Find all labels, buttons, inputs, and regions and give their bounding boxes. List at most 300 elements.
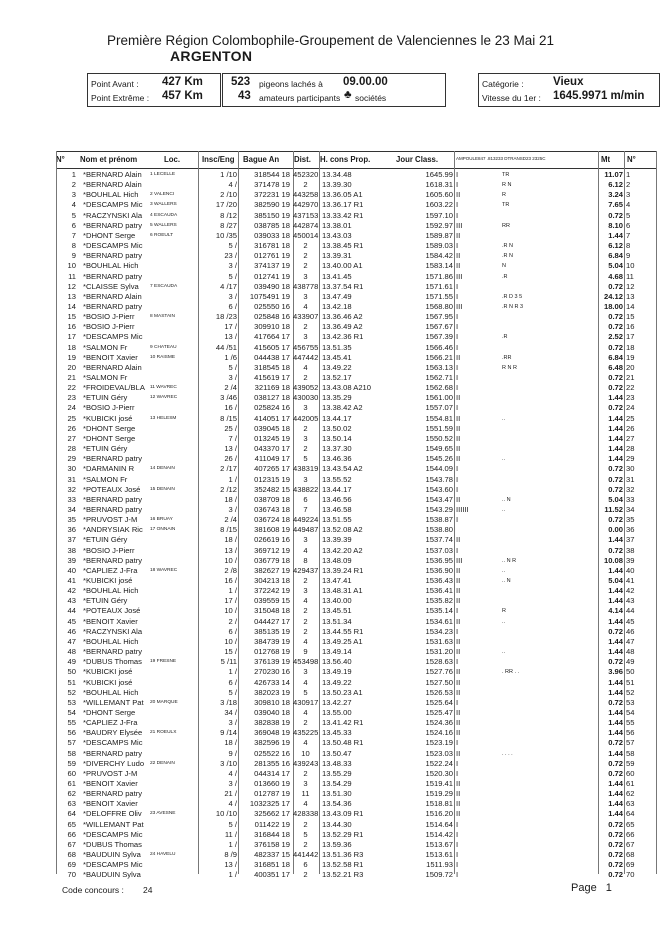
cell-dist: 449487 — [293, 525, 319, 535]
cell-mt: 0.72 — [608, 312, 623, 322]
cell-dist: 442970 — [293, 200, 319, 210]
cell-jour: 1545.26 — [425, 454, 453, 464]
cell-mt: 5.04 — [608, 576, 623, 585]
page-indicator — [571, 882, 612, 894]
cell-hcons: 13.46.36 — [322, 454, 352, 464]
cell-dist: 453498 — [293, 657, 319, 667]
cell-hcons: 13.45.51 — [322, 606, 352, 616]
cell-class: I — [456, 373, 459, 382]
table-row — [0, 830, 661, 841]
table-row — [0, 688, 661, 699]
table-row — [0, 809, 661, 820]
cell-insc: 9 / — [228, 748, 237, 758]
cell-hcons: 13.54.36 — [322, 799, 352, 809]
cell-loc: 3 WALLERS — [150, 202, 177, 208]
table-row — [0, 444, 661, 455]
cell-dist: 3 — [303, 433, 308, 443]
cell-insc: 10 / — [224, 606, 237, 616]
cell-loc: 12 WAVREC — [150, 395, 178, 401]
cell-name: *BOSIO J-Pierr — [83, 545, 135, 555]
cell-mt: 0.72 — [608, 403, 623, 413]
cell-jour: 1513.61 — [425, 850, 453, 860]
cell-jour: 1524.16 — [425, 728, 453, 738]
cell-bague: 376158 19 — [254, 839, 290, 849]
cell-jour: 1509.72 — [425, 870, 453, 880]
table-row — [0, 272, 661, 283]
cell-no: 23 — [67, 393, 76, 403]
cell-name: *DHONT Serge — [83, 707, 136, 717]
cell-dist: 3 — [303, 474, 308, 484]
cell-mt: 0.72 — [608, 697, 623, 707]
cell-jour: 1543.60 — [425, 484, 453, 494]
cell-dist: 3 — [303, 586, 308, 596]
cell-no2: 61 — [626, 779, 635, 788]
cell-codes: .. N R — [502, 557, 517, 564]
pigeons-count: 523 — [231, 76, 251, 88]
cell-class: II — [456, 748, 461, 758]
cell-jour: 1597.10 — [425, 210, 453, 220]
cell-mt: 0.72 — [608, 515, 623, 525]
cell-no2: 16 — [626, 322, 635, 332]
cell-name: *DIVERCHY Ludo — [83, 758, 145, 768]
cell-name: *BERNARD patry — [83, 494, 143, 504]
cell-bague: 013245 19 — [254, 433, 290, 443]
cell-no2: 57 — [626, 738, 635, 748]
cell-no: 17 — [67, 332, 76, 342]
cell-mt: 3.24 — [608, 190, 623, 200]
cell-no: 48 — [67, 647, 76, 657]
cell-dist: 452320 — [293, 170, 319, 179]
cell-name: *BENOIT Xavier — [83, 779, 138, 788]
cell-dist: 442874 — [293, 220, 319, 230]
cell-mt: 11.52 — [604, 504, 623, 514]
cell-no: 44 — [67, 606, 76, 616]
table-row — [0, 485, 661, 496]
cell-hcons: 13.52.29 R1 — [322, 829, 364, 839]
cell-jour: 1527.76 — [425, 667, 453, 677]
cell-no2: 27 — [626, 433, 635, 443]
cell-insc: 1 /6 — [224, 352, 237, 362]
table-row — [0, 678, 661, 689]
cell-mt: 0.72 — [608, 738, 623, 748]
cell-insc: 8 /12 — [220, 210, 237, 220]
cell-mt: 1.44 — [608, 728, 623, 738]
cell-jour: 1518.81 — [425, 799, 453, 809]
cell-hcons: 13.43.54 A2 — [322, 464, 363, 474]
cell-insc: 3 / — [228, 373, 237, 382]
cell-no: 63 — [67, 799, 76, 809]
cell-hcons: 13.46.56 — [322, 494, 352, 504]
cell-mt: 1.44 — [608, 687, 623, 697]
distance-box — [87, 73, 221, 107]
societes-icon: ♣ — [344, 89, 352, 101]
cell-name: *BERNARD patry — [83, 454, 143, 464]
category-value: Vieux — [553, 76, 584, 88]
cell-jour: 1605.60 — [425, 190, 453, 200]
cell-mt: 1.44 — [608, 748, 623, 758]
cell-name: *BOUHLAL Hich — [83, 586, 139, 596]
cell-no: 46 — [67, 626, 76, 636]
cell-name: *ETUIN Géry — [83, 535, 128, 545]
cell-class: II — [456, 444, 461, 454]
cell-hcons: 13.51.55 — [322, 515, 352, 525]
cell-name: *ANDRYSIAK Ric — [83, 525, 143, 535]
cell-class: II — [456, 687, 461, 697]
cell-no: 9 — [71, 251, 76, 261]
cell-bague: 426733 14 — [254, 677, 290, 687]
cell-insc: 26 / — [224, 454, 237, 464]
cell-jour: 1566.21 — [425, 352, 453, 362]
cell-no2: 24 — [626, 403, 635, 413]
cell-hcons: 13.52.08 A2 — [322, 525, 363, 535]
cell-loc: 22 DENAIN — [150, 760, 175, 766]
cell-mt: 11.07 — [604, 170, 623, 179]
cell-class: I — [456, 626, 459, 636]
cell-insc: 10 /35 — [215, 230, 237, 240]
col-jour: Jour Class. — [396, 155, 439, 164]
cell-codes: .R D 3 5 — [502, 293, 523, 300]
cell-no: 19 — [67, 352, 76, 362]
cell-mt: 5.04 — [608, 261, 623, 271]
cell-codes: R N — [502, 182, 512, 189]
cell-jour: 1592.97 — [425, 220, 453, 230]
cell-class: I — [456, 332, 459, 342]
point-extreme-value: 457 Km — [162, 90, 203, 102]
cell-hcons: 13.40.00 A1 — [322, 261, 363, 271]
cell-jour: 1513.67 — [425, 839, 453, 849]
cell-no: 21 — [67, 373, 76, 382]
cell-class: I — [456, 464, 459, 474]
cell-mt: 1.44 — [608, 433, 623, 443]
table-row — [0, 353, 661, 364]
cell-hcons: 13.50.47 — [322, 748, 352, 758]
cell-name: *SALMON Fr — [83, 474, 128, 484]
cell-no2: 65 — [626, 819, 635, 829]
cell-no: 59 — [67, 758, 76, 768]
table-row — [0, 566, 661, 577]
cell-hcons: 13.50.02 — [322, 423, 352, 433]
cell-jour: 1561.00 — [425, 393, 453, 403]
cell-name: *POTEAUX José — [83, 606, 141, 616]
cell-no2: 15 — [626, 312, 635, 322]
cell-jour: 1511.93 — [426, 860, 453, 870]
cell-hcons: 13.40.00 — [322, 596, 352, 606]
cell-mt: 1.44 — [608, 616, 623, 626]
cell-jour: 1537.74 — [425, 535, 453, 545]
cell-hcons: 13.43.09 R1 — [322, 809, 364, 819]
cell-no: 69 — [67, 860, 76, 870]
cell-class: II — [456, 647, 461, 657]
cell-no2: 35 — [626, 515, 635, 525]
cell-jour: 1563.13 — [425, 362, 453, 372]
cell-jour: 1551.59 — [425, 423, 453, 433]
cell-no2: 32 — [626, 484, 635, 494]
table-row — [0, 769, 661, 780]
cell-no: 33 — [67, 494, 76, 504]
cell-hcons: 13.52.58 R1 — [322, 860, 364, 870]
cell-dist: 7 — [303, 504, 308, 514]
cell-hcons: 13.50.23 A1 — [322, 687, 363, 697]
cell-name: *BENOIT Xavier — [83, 616, 138, 626]
cell-mt: 6.12 — [608, 241, 623, 251]
cell-hcons: 13.52.17 — [322, 373, 352, 382]
table-row — [0, 718, 661, 729]
cell-name: *DUBUS Thomas — [83, 657, 142, 667]
cell-insc: 13 / — [224, 444, 237, 454]
cell-insc: 5 /11 — [220, 657, 237, 667]
cell-class: II — [456, 616, 461, 626]
cell-mt: 8.10 — [608, 220, 623, 230]
cell-jour: 1531.20 — [425, 647, 453, 657]
cell-insc: 4 /17 — [220, 281, 237, 291]
cell-bague: 372231 19 — [254, 190, 290, 200]
cell-bague: 382838 19 — [254, 718, 290, 728]
cell-hcons: 13.42.20 A2 — [322, 545, 363, 555]
cell-mt: 1.44 — [608, 647, 623, 657]
cell-dist: 443258 — [293, 190, 319, 200]
cell-jour: 1645.99 — [425, 170, 453, 179]
col-hcons: H. cons Prop. — [320, 155, 371, 164]
table-row — [0, 495, 661, 506]
table-row — [0, 546, 661, 557]
cell-name: *BERNARD patry — [83, 271, 143, 281]
cell-mt: 1.44 — [608, 423, 623, 433]
cell-class: I — [456, 515, 459, 525]
cell-mt: 24.12 — [603, 291, 623, 301]
cell-no2: 44 — [626, 606, 635, 616]
cell-insc: 18 / — [224, 535, 237, 545]
cell-no: 43 — [67, 596, 76, 606]
cell-class: I — [456, 738, 459, 748]
cell-insc: 6 / — [228, 626, 237, 636]
cell-dist: 433907 — [293, 312, 319, 322]
cell-hcons: 13.41.42 R1 — [322, 718, 364, 728]
cell-bague: 039033 18 — [254, 230, 290, 240]
cell-name: *BAUDUIN Sylva — [83, 870, 141, 880]
cell-jour: 1519.29 — [425, 789, 453, 799]
cell-mt: 6.84 — [608, 352, 623, 362]
cell-jour: 1571.55 — [425, 291, 453, 301]
cell-insc: 8 /15 — [220, 413, 237, 423]
cell-bague: 013660 19 — [254, 779, 290, 788]
cell-mt: 0.72 — [608, 870, 623, 880]
cell-bague: 315048 18 — [254, 606, 290, 616]
cell-name: *CAPLIEZ J-Fra — [83, 718, 138, 728]
cell-no2: 19 — [626, 352, 635, 362]
cell-dist: 4 — [303, 738, 308, 748]
cell-name: *BENOIT Xavier — [83, 799, 138, 809]
cell-mt: 0.72 — [608, 210, 623, 220]
cell-no2: 39 — [626, 555, 635, 565]
cell-codes: .. — [502, 649, 506, 656]
cell-class: I — [456, 819, 459, 829]
cell-class: II — [456, 779, 461, 788]
cell-insc: 10 / — [224, 555, 237, 565]
cell-insc: 3 /18 — [220, 697, 237, 707]
cell-no: 56 — [67, 728, 76, 738]
cell-mt: 1.44 — [608, 779, 623, 788]
table-row — [0, 282, 661, 293]
cell-jour: 1557.07 — [425, 403, 453, 413]
table-row — [0, 322, 661, 333]
cell-dist: 439243 — [293, 758, 319, 768]
cell-mt: 0.72 — [608, 768, 623, 778]
cell-class: II — [456, 230, 461, 240]
cell-hcons: 13.52.21 R3 — [322, 870, 364, 880]
cell-mt: 1.44 — [608, 789, 623, 799]
speed-value: 1645.9971 m/min — [553, 90, 645, 102]
cell-class: I — [456, 241, 459, 251]
cell-dist: 2 — [303, 180, 308, 190]
page-number: 1 — [605, 882, 612, 894]
cell-mt: 0.72 — [608, 839, 623, 849]
cell-loc: 8 MASTAIN — [150, 314, 175, 320]
cell-insc: 5 / — [228, 819, 237, 829]
cell-jour: 1537.03 — [425, 545, 453, 555]
cell-name: *DESCAMPS Mic — [83, 200, 143, 210]
cell-jour: 1524.36 — [425, 718, 453, 728]
cell-hcons: 13.50.48 R1 — [322, 738, 364, 748]
cell-bague: 385150 19 — [254, 210, 290, 220]
cell-dist: 2 — [303, 768, 308, 778]
cell-no2: 42 — [626, 586, 635, 596]
cell-class: I — [456, 860, 459, 870]
cell-no2: 36 — [626, 525, 635, 535]
table-row — [0, 667, 661, 678]
cell-no: 47 — [67, 636, 76, 646]
cell-mt: 0.72 — [608, 474, 623, 484]
table-row — [0, 170, 661, 181]
cell-bague: 417664 17 — [254, 332, 290, 342]
cell-class: IIIIII — [456, 504, 469, 514]
cell-jour: 1536.95 — [425, 555, 453, 565]
table-row — [0, 708, 661, 719]
cell-bague: 411049 17 — [254, 454, 290, 464]
cell-insc: 9 /14 — [220, 728, 237, 738]
cell-jour: 1536.43 — [425, 576, 453, 585]
col-no2: N° — [627, 155, 636, 164]
cell-class: I — [456, 210, 459, 220]
cell-class: III — [456, 555, 463, 565]
cell-insc: 2 /10 — [220, 190, 237, 200]
cell-loc: 18 WAVREC — [150, 567, 178, 573]
cell-insc: 17 /20 — [215, 200, 237, 210]
cell-bague: 415619 17 — [254, 373, 290, 382]
table-row — [0, 424, 661, 435]
cell-mt: 1.44 — [608, 565, 623, 575]
cell-no2: 52 — [626, 687, 635, 697]
cell-name: *BAUDRY Elysée — [83, 728, 143, 738]
cell-insc: 18 /23 — [215, 312, 237, 322]
cell-codes: .. N — [502, 578, 511, 584]
cell-no: 31 — [67, 474, 76, 484]
point-extreme-label: Point Extrême : — [91, 93, 150, 103]
cell-bague: 381608 19 — [254, 525, 290, 535]
cell-name: *WILLEMANT Pat — [83, 819, 144, 829]
cell-bague: 025550 16 — [254, 301, 290, 311]
cell-no: 2 — [71, 180, 76, 190]
cell-name: *DESCAMPS Mic — [83, 738, 143, 748]
cell-hcons: 13.39.31 — [322, 251, 352, 261]
cell-class: I — [456, 545, 459, 555]
cell-dist: 4 — [303, 545, 308, 555]
table-row — [0, 383, 661, 394]
cell-jour: 1584.42 — [425, 251, 453, 261]
cell-mt: 0.72 — [608, 819, 623, 829]
cell-name: *KUBICKI josé — [83, 677, 133, 687]
cell-dist: 4 — [303, 596, 308, 606]
cell-jour: 1534.61 — [425, 616, 453, 626]
cell-bague: 025522 16 — [254, 748, 290, 758]
cell-mt: 1.44 — [608, 444, 623, 454]
cell-no2: 67 — [626, 839, 635, 849]
cell-jour: 1543.29 — [425, 504, 453, 514]
table-row — [0, 840, 661, 851]
cell-no2: 50 — [626, 667, 635, 677]
cell-no: 8 — [71, 241, 76, 251]
cell-no2: 51 — [626, 677, 635, 687]
cell-hcons: 13.36.49 A2 — [322, 322, 363, 332]
cell-insc: 23 / — [224, 251, 237, 261]
cell-bague: 036743 18 — [254, 504, 290, 514]
race-name: ARGENTON — [170, 48, 253, 64]
cell-mt: 0.72 — [608, 484, 623, 494]
cell-no2: 48 — [626, 647, 635, 657]
cell-hcons: 13.44.30 — [322, 819, 352, 829]
code-label: Code concours : — [62, 885, 124, 895]
cell-bague: 012761 19 — [254, 251, 290, 261]
cell-loc: 21 ROEULX — [150, 730, 177, 736]
cell-name: *KUBICKI josé — [83, 667, 133, 677]
cell-class: I — [456, 474, 459, 484]
cell-insc: 8 /27 — [220, 220, 237, 230]
cell-no2: 30 — [626, 464, 635, 474]
cell-insc: 5 / — [228, 687, 237, 697]
cell-no2: 55 — [626, 718, 635, 728]
cell-class: I — [456, 383, 459, 393]
cell-mt: 6.84 — [608, 251, 623, 261]
cell-hcons: 13.37.54 R1 — [322, 281, 364, 291]
cell-name: *BOUHLAL Hich — [83, 636, 139, 646]
cell-name: *BERNARD patry — [83, 301, 143, 311]
cell-dist: 435225 — [293, 728, 319, 738]
cell-no2: 70 — [626, 870, 635, 880]
table-row — [0, 261, 661, 272]
cell-hcons: 13.39.30 — [322, 180, 352, 190]
cell-codes: .. — [502, 618, 506, 625]
cell-insc: 13 / — [224, 332, 237, 342]
cell-no2: 43 — [626, 596, 635, 606]
cell-hcons: 13.33.42 R1 — [322, 210, 364, 220]
cell-insc: 15 / — [224, 647, 237, 657]
cell-dist: 2 — [303, 606, 308, 616]
table-row — [0, 475, 661, 486]
cell-hcons: 13.55.52 — [322, 474, 352, 484]
cell-codes: R N R — [502, 364, 517, 371]
cell-no2: 10 — [626, 261, 635, 271]
cell-name: *BERNARD Alain — [83, 170, 142, 179]
cell-hcons: 13.41.45 — [322, 271, 352, 281]
cell-loc: 14 DENAIN — [150, 466, 175, 472]
cell-name: *SALMON Fr — [83, 373, 128, 382]
cell-mt: 0.72 — [608, 860, 623, 870]
cell-bague: 316851 18 — [254, 860, 290, 870]
cell-bague: 382627 19 — [254, 565, 290, 575]
cell-hcons: 13.55.29 — [322, 768, 352, 778]
col-codes: AMPOULE847 .813233 DTRANSD23 2325C — [456, 156, 546, 161]
cell-name: *BERNARD Alain — [83, 180, 142, 190]
cell-no2: 4 — [626, 200, 631, 210]
